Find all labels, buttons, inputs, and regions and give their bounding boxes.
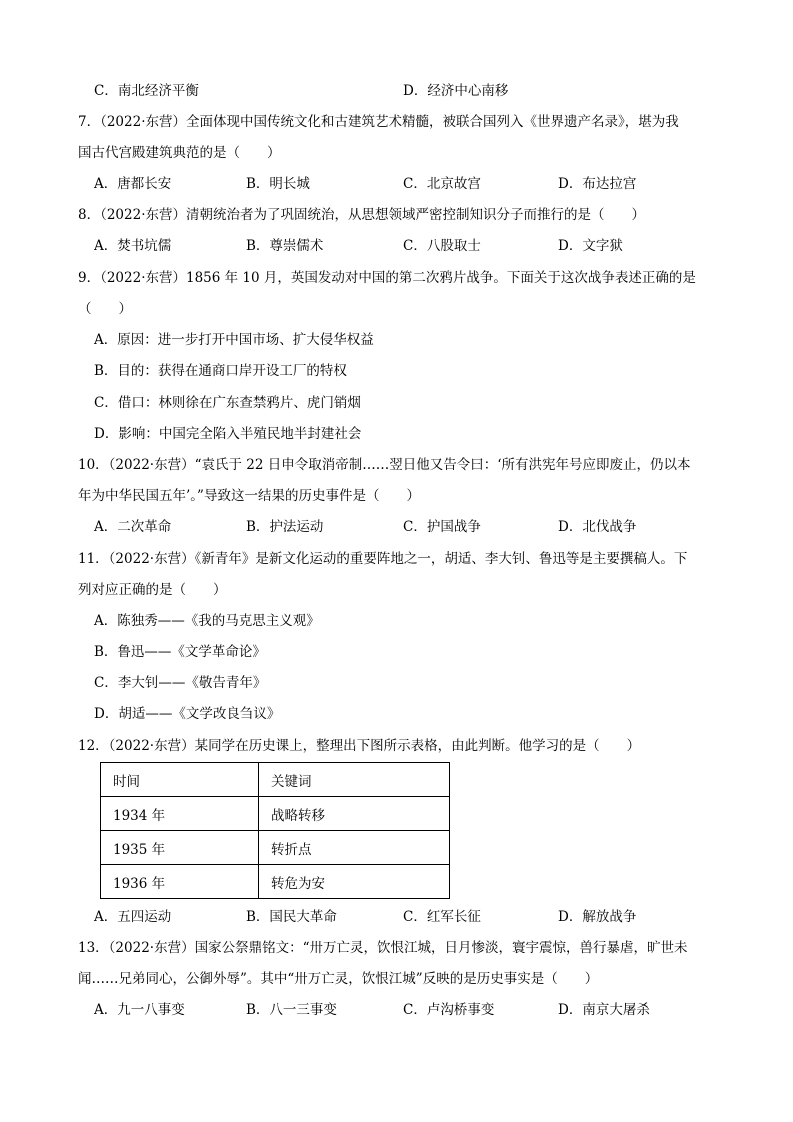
table-cell-year: 1936 年 — [101, 865, 259, 899]
q12-option-c: C．红军长征 — [403, 909, 481, 925]
q10-option-a: A．二次革命 — [94, 519, 172, 535]
table-row — [101, 797, 450, 831]
q11-option-a: A．陈独秀——《我的马克思主义观》 — [94, 613, 320, 629]
q9-option-a: A．原因：进一步打开中国市场、扩大侵华权益 — [94, 332, 374, 348]
q12-option-b: B．国民大革命 — [246, 909, 337, 925]
q9-option-d: D．影响：中国完全陷入半殖民地半封建社会 — [94, 426, 362, 442]
q10-stem-line-2: 年为中华民国五年’。”导致这一结果的历史事件是（ ） — [78, 488, 420, 504]
q8-option-b: B．尊崇儒术 — [246, 238, 324, 254]
q7-stem-line-2: 国古代宫殿建筑典范的是（ ） — [78, 145, 281, 161]
q9-option-c: C．借口：林则徐在广东查禁鸦片、虎门销烟 — [94, 395, 361, 411]
q10-option-c: C．护国战争 — [403, 519, 481, 535]
q6-option-c: C．南北经济平衡 — [94, 83, 199, 99]
q13-stem-line-1: 13．（2022·东营）国家公祭鼎铭文：“卅万亡灵，饮恨江城，日月惨淡，寰宇震惊，兽行暴虐，旷世未 — [78, 940, 688, 956]
table-header-time: 时间 — [101, 763, 259, 797]
keyword-table — [100, 762, 450, 899]
q6-option-d: D．经济中心南移 — [403, 83, 509, 99]
q10-option-b: B．护法运动 — [246, 519, 324, 535]
table-cell-year: 1934 年 — [101, 797, 259, 831]
q10-option-d: D．北伐战争 — [558, 519, 637, 535]
q11-stem-line-1: 11．（2022·东营）《新青年》是新文化运动的重要阵地之一，胡适、李大钊、鲁迅等是主要撰稿人。下 — [78, 551, 688, 567]
q9-stem-line-1: 9．（2022·东营）1856 年 10 月，英国发动对中国的第二次鸦片战争。下面关于这次战争表述正确的是 — [78, 270, 696, 286]
q13-option-a: A．九一八事变 — [94, 1002, 185, 1018]
q13-option-c: C．卢沟桥事变 — [403, 1002, 495, 1018]
table-row — [101, 865, 450, 899]
q10-stem-line-1: 10．（2022·东营）“袁氏于 22 日申令取消帝制……翌日他又告令曰：‘所有洪宪年号应即废止，仍以本 — [78, 457, 691, 473]
q7-stem-line-1: 7．（2022·东营）全面体现中国传统文化和古建筑艺术精髓，被联合国列入《世界遗产名录》，堪为我 — [78, 114, 679, 130]
table-cell-keyword: 转折点 — [259, 831, 450, 865]
q11-stem-line-2: 列对应正确的是（ ） — [78, 582, 227, 598]
q11-option-b: B．鲁迅——《文学革命论》 — [94, 644, 266, 660]
q9-stem-line-2: （ ） — [78, 301, 132, 317]
q13-stem-line-2: 闻……兄弟同心，公御外辱”。其中“卅万亡灵，饮恨江城”反映的是历史事实是（ ） — [78, 971, 599, 987]
table-row — [101, 831, 450, 865]
q9-option-b: B．目的：获得在通商口岸开设工厂的特权 — [94, 363, 347, 379]
table-cell-keyword: 转危为安 — [259, 865, 450, 899]
q7-option-c: C．北京故宫 — [403, 176, 481, 192]
q7-option-b: B．明长城 — [246, 176, 310, 192]
q8-option-c: C．八股取士 — [403, 238, 481, 254]
q13-option-b: B．八一三事变 — [246, 1002, 337, 1018]
q12-option-d: D．解放战争 — [558, 909, 637, 925]
q12-option-a: A．五四运动 — [94, 909, 172, 925]
q7-option-d: D．布达拉宫 — [558, 176, 637, 192]
table-cell-year: 1935 年 — [101, 831, 259, 865]
q11-option-c: C．李大钊——《敬告青年》 — [94, 675, 267, 691]
table-header-row — [101, 763, 450, 797]
table-cell-keyword: 战略转移 — [259, 797, 450, 831]
q11-option-d: D．胡适——《文学改良刍议》 — [94, 706, 281, 722]
q13-option-d: D．南京大屠杀 — [558, 1002, 650, 1018]
q12-stem-line-1: 12．（2022·东营）某同学在历史课上，整理出下图所示表格，由此判断。他学习的是（ ） — [78, 738, 641, 754]
table-header-keyword: 关键词 — [259, 763, 450, 797]
q8-option-d: D．文字狱 — [558, 238, 623, 254]
q7-option-a: A．唐都长安 — [94, 176, 172, 192]
q8-stem-line-1: 8．（2022·东营）清朝统治者为了巩固统治，从思想领域严密控制知识分子而推行的是（ ） — [78, 207, 645, 223]
q8-option-a: A．焚书坑儒 — [94, 238, 172, 254]
